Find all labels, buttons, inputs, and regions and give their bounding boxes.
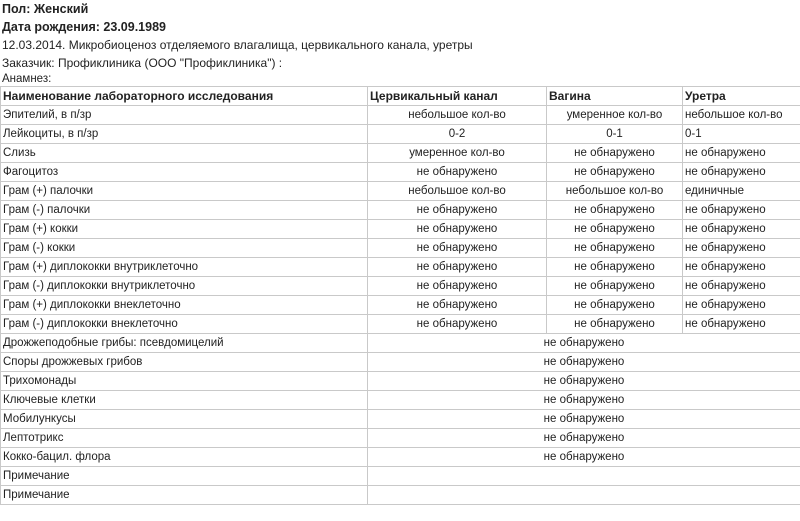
header-cervical: Цервикальный канал xyxy=(368,87,547,106)
test-name: Споры дрожжевых грибов xyxy=(1,353,368,372)
cervical-value: не обнаружено xyxy=(368,201,547,220)
anamnesis: Анамнез: xyxy=(2,73,52,85)
urethra-value: не обнаружено xyxy=(683,239,800,258)
test-name: Грам (-) палочки xyxy=(1,201,368,220)
vagina-value: не обнаружено xyxy=(547,315,683,334)
cervical-value: не обнаружено xyxy=(368,220,547,239)
vagina-value: не обнаружено xyxy=(547,220,683,239)
table-row xyxy=(1,163,800,182)
note-label: Примечание xyxy=(1,486,368,505)
note-value xyxy=(368,486,800,505)
urethra-value: единичные xyxy=(683,182,800,201)
table-row xyxy=(1,315,800,334)
table-row xyxy=(1,201,800,220)
vagina-value: не обнаружено xyxy=(547,296,683,315)
report-header xyxy=(0,0,800,86)
cervical-value: умеренное кол-во xyxy=(368,144,547,163)
table-row xyxy=(1,372,800,391)
order-date-description: 12.03.2014. Микробиоценоз отделяемого влагалища, цервикального канала, уретры xyxy=(2,38,473,52)
test-name: Лептотрикс xyxy=(1,429,368,448)
merged-value: не обнаружено xyxy=(368,429,800,448)
urethra-value: не обнаружено xyxy=(683,163,800,182)
patient-birthdate: Дата рождения: 23.09.1989 xyxy=(2,20,166,34)
patient-gender: Пол: Женский xyxy=(2,2,89,16)
cervical-value: небольшое кол-во xyxy=(368,182,547,201)
note-label: Примечание xyxy=(1,467,368,486)
test-name: Трихомонады xyxy=(1,372,368,391)
table-row xyxy=(1,486,800,505)
urethra-value: небольшое кол-во xyxy=(683,106,800,125)
header-test-name: Наименование лабораторного исследования xyxy=(1,87,368,106)
cervical-value: небольшое кол-во xyxy=(368,106,547,125)
merged-value: не обнаружено xyxy=(368,353,800,372)
test-name: Грам (+) кокки xyxy=(1,220,368,239)
table-row xyxy=(1,467,800,486)
vagina-value: не обнаружено xyxy=(547,144,683,163)
vagina-value: не обнаружено xyxy=(547,277,683,296)
test-name: Лейкоциты, в п/зр xyxy=(1,125,368,144)
test-name: Грам (-) кокки xyxy=(1,239,368,258)
urethra-value: не обнаружено xyxy=(683,144,800,163)
test-name: Грам (+) диплококки внутриклеточно xyxy=(1,258,368,277)
header-vagina: Вагина xyxy=(547,87,683,106)
test-name: Грам (-) диплококки внутриклеточно xyxy=(1,277,368,296)
urethra-value: не обнаружено xyxy=(683,277,800,296)
lab-results-table xyxy=(0,86,800,505)
note-value xyxy=(368,467,800,486)
vagina-value: умеренное кол-во xyxy=(547,106,683,125)
merged-value: не обнаружено xyxy=(368,372,800,391)
cervical-value: не обнаружено xyxy=(368,163,547,182)
table-row xyxy=(1,277,800,296)
test-name: Кокко-бацил. флора xyxy=(1,448,368,467)
merged-value: не обнаружено xyxy=(368,410,800,429)
table-row xyxy=(1,410,800,429)
table-header-row xyxy=(1,87,800,106)
urethra-value: не обнаружено xyxy=(683,201,800,220)
test-name: Грам (-) диплококки внеклеточно xyxy=(1,315,368,334)
merged-value: не обнаружено xyxy=(368,391,800,410)
table-row xyxy=(1,334,800,353)
test-name: Ключевые клетки xyxy=(1,391,368,410)
test-name: Грам (+) палочки xyxy=(1,182,368,201)
header-urethra: Уретра xyxy=(683,87,800,106)
table-row xyxy=(1,106,800,125)
table-row xyxy=(1,220,800,239)
urethra-value: не обнаружено xyxy=(683,220,800,239)
table-row xyxy=(1,125,800,144)
vagina-value: небольшое кол-во xyxy=(547,182,683,201)
cervical-value: не обнаружено xyxy=(368,315,547,334)
test-name: Дрожжеподобные грибы: псевдомицелий xyxy=(1,334,368,353)
urethra-value: не обнаружено xyxy=(683,258,800,277)
vagina-value: не обнаружено xyxy=(547,239,683,258)
cervical-value: не обнаружено xyxy=(368,296,547,315)
vagina-value: не обнаружено xyxy=(547,201,683,220)
table-row xyxy=(1,144,800,163)
merged-value: не обнаружено xyxy=(368,448,800,467)
test-name: Мобилункусы xyxy=(1,410,368,429)
table-row xyxy=(1,391,800,410)
table-row xyxy=(1,296,800,315)
cervical-value: 0-2 xyxy=(368,125,547,144)
test-name: Слизь xyxy=(1,144,368,163)
merged-value: не обнаружено xyxy=(368,334,800,353)
table-row xyxy=(1,353,800,372)
table-row xyxy=(1,182,800,201)
test-name: Грам (+) диплококки внеклеточно xyxy=(1,296,368,315)
vagina-value: 0-1 xyxy=(547,125,683,144)
cervical-value: не обнаружено xyxy=(368,258,547,277)
cervical-value: не обнаружено xyxy=(368,277,547,296)
order-customer: Заказчик: Профиклиника (ООО "Профиклиника") : xyxy=(2,56,283,70)
table-row xyxy=(1,239,800,258)
cervical-value: не обнаружено xyxy=(368,239,547,258)
table-row xyxy=(1,258,800,277)
test-name: Фагоцитоз xyxy=(1,163,368,182)
vagina-value: не обнаружено xyxy=(547,163,683,182)
table-row xyxy=(1,448,800,467)
urethra-value: 0-1 xyxy=(683,125,800,144)
vagina-value: не обнаружено xyxy=(547,258,683,277)
test-name: Эпителий, в п/зр xyxy=(1,106,368,125)
table-row xyxy=(1,429,800,448)
urethra-value: не обнаружено xyxy=(683,315,800,334)
urethra-value: не обнаружено xyxy=(683,296,800,315)
